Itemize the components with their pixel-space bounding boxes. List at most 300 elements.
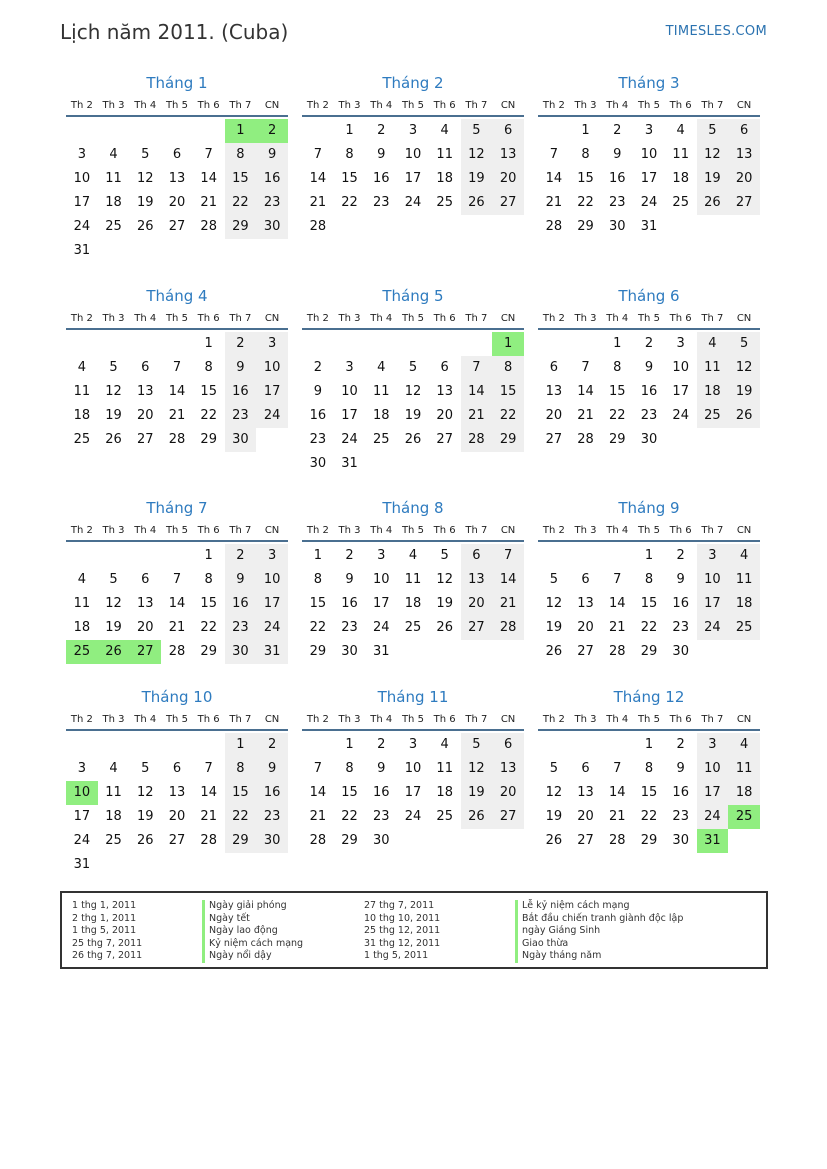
- day-cell: 4: [676, 123, 685, 138]
- weekday-label: CN: [264, 525, 280, 536]
- weekday-header: [538, 97, 760, 117]
- day-cell: 20: [492, 781, 524, 805]
- legend-holiday-name: Ngày tháng năm: [515, 950, 683, 963]
- weekday-label: Th 2: [70, 714, 93, 725]
- day-cell: 22: [200, 408, 217, 423]
- day-cell: 14: [577, 384, 594, 399]
- legend-holiday-name: Giao thừa: [515, 938, 683, 951]
- day-cell: 5: [109, 572, 118, 587]
- day-cell: 21: [545, 195, 563, 210]
- day-cell: 10: [697, 757, 729, 781]
- weekday-label: Th 7: [229, 525, 252, 536]
- day-cell: 12: [436, 572, 453, 587]
- day-cell: 16: [672, 596, 689, 611]
- day-cell: 20: [492, 167, 524, 191]
- day-cell: 3: [408, 737, 418, 752]
- day-cell: 13: [168, 785, 186, 800]
- day-cell: 17: [672, 384, 689, 399]
- day-cell: 23: [225, 404, 257, 428]
- day-cell: 15: [609, 384, 626, 399]
- legend-dates-col-1: [72, 900, 142, 963]
- day-cell: 18: [373, 408, 390, 423]
- weekday-label: CN: [736, 313, 752, 324]
- day-cell: 7: [461, 356, 493, 380]
- day-cell: 4: [697, 332, 729, 356]
- legend-holiday-name: ngày Giáng Sinh: [515, 925, 683, 938]
- month-title: Tháng 6: [618, 287, 680, 305]
- day-cell: 13: [436, 384, 453, 399]
- day-cell: 6: [581, 572, 590, 587]
- day-cell: 28: [461, 428, 493, 452]
- day-cell: 30: [640, 432, 658, 447]
- day-cell: 8: [581, 147, 590, 162]
- holiday-day-cell: 1: [225, 119, 257, 143]
- weekday-label: Th 2: [306, 525, 329, 536]
- legend-dates-col-2: [364, 900, 440, 963]
- weekday-label: Th 7: [701, 525, 724, 536]
- day-cell: 7: [313, 761, 322, 776]
- day-cell: 15: [225, 167, 257, 191]
- day-cell: 1: [613, 336, 622, 351]
- day-cell: 15: [225, 781, 257, 805]
- day-cell: 2: [313, 360, 322, 375]
- day-cell: 16: [225, 592, 257, 616]
- day-cell: 17: [256, 380, 288, 404]
- weekday-label: Th 6: [669, 100, 692, 111]
- day-cell: 27: [728, 191, 760, 215]
- day-cell: 27: [436, 432, 453, 447]
- day-cell: 16: [640, 384, 658, 399]
- weekday-label: Th 5: [401, 313, 424, 324]
- weekday-label: Th 2: [542, 313, 565, 324]
- weekday-label: Th 5: [401, 100, 424, 111]
- weekday-label: Th 5: [401, 714, 424, 725]
- day-cell: 6: [461, 544, 493, 568]
- day-cell: 19: [461, 167, 493, 191]
- day-cell: 17: [373, 596, 390, 611]
- day-cell: 29: [200, 432, 217, 447]
- day-cell: 25: [105, 833, 122, 848]
- day-cell: 30: [309, 456, 327, 471]
- month-title: Tháng 10: [141, 688, 213, 706]
- weekday-label: Th 6: [669, 313, 692, 324]
- day-cell: 11: [373, 384, 390, 399]
- weekday-header: [538, 711, 760, 731]
- day-cell: 3: [408, 123, 418, 138]
- weekday-label: Th 4: [606, 313, 629, 324]
- day-cell: 2: [644, 336, 654, 351]
- day-cell: 7: [549, 147, 558, 162]
- day-cell: 4: [728, 544, 760, 568]
- day-cell: 13: [577, 596, 594, 611]
- weekday-label: Th 2: [306, 100, 329, 111]
- weekday-header: [66, 711, 288, 731]
- day-cell: 11: [404, 572, 422, 587]
- day-cell: 29: [341, 833, 358, 848]
- day-cell: 31: [73, 243, 91, 258]
- day-cell: 26: [461, 191, 493, 215]
- day-cell: 14: [609, 785, 626, 800]
- weekday-label: Th 4: [606, 100, 629, 111]
- day-cell: 14: [200, 171, 217, 186]
- day-cell: 4: [440, 123, 449, 138]
- day-cell: 25: [73, 432, 91, 447]
- day-cell: 5: [109, 360, 118, 375]
- weekday-label: Th 3: [338, 714, 361, 725]
- day-cell: 11: [105, 785, 122, 800]
- day-cell: 14: [461, 380, 493, 404]
- day-cell: 17: [73, 195, 91, 210]
- day-cell: 10: [697, 568, 729, 592]
- day-grid: [66, 119, 288, 263]
- month-title: Tháng 11: [377, 688, 449, 706]
- day-cell: 8: [492, 356, 524, 380]
- weekday-label: CN: [500, 100, 516, 111]
- day-cell: 25: [373, 432, 390, 447]
- day-cell: 3: [697, 733, 729, 757]
- day-cell: 11: [105, 171, 122, 186]
- weekday-label: Th 5: [165, 714, 188, 725]
- day-cell: 26: [545, 644, 563, 659]
- day-cell: 27: [492, 805, 524, 829]
- day-cell: 19: [137, 809, 154, 824]
- day-cell: 16: [609, 171, 626, 186]
- day-cell: 21: [461, 404, 493, 428]
- day-cell: 12: [461, 757, 493, 781]
- day-cell: 25: [672, 195, 689, 210]
- day-cell: 15: [341, 171, 358, 186]
- day-cell: 9: [313, 384, 322, 399]
- day-cell: 8: [613, 360, 622, 375]
- day-cell: 18: [105, 809, 122, 824]
- weekday-label: Th 4: [606, 714, 629, 725]
- weekday-label: Th 2: [306, 714, 329, 725]
- day-cell: 26: [404, 432, 422, 447]
- day-cell: 20: [545, 408, 563, 423]
- day-cell: 2: [676, 548, 685, 563]
- day-cell: 14: [545, 171, 563, 186]
- day-cell: 5: [141, 147, 150, 162]
- day-cell: 16: [225, 380, 257, 404]
- weekday-label: Th 4: [370, 313, 393, 324]
- month-title: Tháng 8: [382, 499, 444, 517]
- day-cell: 20: [436, 408, 453, 423]
- day-cell: 10: [256, 356, 288, 380]
- day-cell: 29: [492, 428, 524, 452]
- legend-date: 26 thg 7, 2011: [72, 950, 143, 961]
- day-cell: 3: [644, 123, 654, 138]
- day-cell: 7: [204, 147, 213, 162]
- weekday-label: Th 7: [701, 100, 724, 111]
- day-cell: 22: [640, 809, 658, 824]
- day-cell: 13: [492, 143, 524, 167]
- day-cell: 27: [545, 432, 563, 447]
- legend-date: 1 thg 1, 2011: [72, 900, 137, 911]
- legend-holiday-name: Lễ kỷ niệm cách mạng: [515, 900, 683, 913]
- day-cell: 6: [141, 360, 150, 375]
- weekday-label: Th 5: [165, 100, 188, 111]
- day-cell: 6: [728, 119, 760, 143]
- day-cell: 24: [404, 809, 422, 824]
- weekday-label: CN: [500, 525, 516, 536]
- day-cell: 16: [309, 408, 327, 423]
- day-cell: 30: [256, 215, 288, 239]
- weekday-label: Th 7: [465, 100, 488, 111]
- day-cell: 28: [168, 644, 186, 659]
- day-cell: 22: [200, 620, 217, 635]
- day-cell: 15: [640, 596, 658, 611]
- day-cell: 6: [172, 761, 182, 776]
- legend-names-col-2: [515, 900, 683, 963]
- day-cell: 30: [256, 829, 288, 853]
- day-cell: 23: [373, 809, 390, 824]
- day-cell: 1: [644, 548, 654, 563]
- site-link[interactable]: TIMESLES.COM: [665, 24, 767, 39]
- day-cell: 31: [640, 219, 658, 234]
- day-cell: 5: [141, 761, 150, 776]
- day-cell: 3: [77, 761, 86, 776]
- day-cell: 17: [697, 781, 729, 805]
- day-cell: 1: [204, 548, 213, 563]
- legend-holiday-name: Bắt đầu chiến tranh giành độc lập: [515, 913, 683, 926]
- day-cell: 13: [492, 757, 524, 781]
- day-cell: 21: [309, 809, 327, 824]
- month-title: Tháng 4: [146, 287, 208, 305]
- day-cell: 14: [309, 785, 327, 800]
- day-cell: 23: [309, 432, 327, 447]
- day-cell: 10: [341, 384, 358, 399]
- day-cell: 23: [640, 408, 658, 423]
- day-cell: 13: [137, 596, 154, 611]
- day-cell: 5: [408, 360, 418, 375]
- day-cell: 19: [137, 195, 154, 210]
- day-cell: 1: [345, 737, 354, 752]
- weekday-label: Th 5: [637, 714, 660, 725]
- day-cell: 24: [697, 616, 729, 640]
- weekday-label: Th 3: [574, 313, 597, 324]
- day-cell: 13: [461, 568, 493, 592]
- day-cell: 20: [168, 809, 186, 824]
- weekday-label: Th 3: [338, 100, 361, 111]
- legend-date: 31 thg 12, 2011: [364, 937, 441, 949]
- weekday-label: CN: [264, 714, 280, 725]
- day-cell: 25: [728, 616, 760, 640]
- weekday-label: Th 3: [102, 100, 125, 111]
- legend-holiday-name: Ngày giải phóng: [202, 900, 303, 913]
- day-cell: 22: [609, 408, 626, 423]
- day-cell: 30: [225, 640, 257, 664]
- day-cell: 7: [172, 572, 182, 587]
- weekday-label: CN: [500, 313, 516, 324]
- day-cell: 13: [137, 384, 154, 399]
- day-cell: 24: [404, 195, 422, 210]
- day-cell: 20: [577, 809, 594, 824]
- day-grid: [66, 544, 288, 688]
- weekday-header: [66, 97, 288, 117]
- day-cell: 24: [672, 408, 689, 423]
- weekday-label: Th 6: [197, 714, 220, 725]
- day-cell: 24: [256, 404, 288, 428]
- legend-date: 2 thg 1, 2011: [72, 912, 137, 924]
- day-cell: 3: [256, 332, 288, 356]
- day-cell: 24: [640, 195, 658, 210]
- day-cell: 16: [256, 781, 288, 805]
- day-cell: 5: [440, 548, 449, 563]
- weekday-label: Th 5: [165, 313, 188, 324]
- legend-date: 1 thg 5, 2011: [364, 950, 429, 961]
- day-cell: 2: [225, 544, 257, 568]
- day-cell: 17: [73, 809, 91, 824]
- weekday-label: Th 4: [370, 100, 393, 111]
- weekday-label: Th 2: [542, 525, 565, 536]
- day-cell: 14: [168, 596, 186, 611]
- weekday-label: Th 5: [401, 525, 424, 536]
- day-cell: 17: [256, 592, 288, 616]
- day-cell: 3: [345, 360, 354, 375]
- day-cell: 9: [644, 360, 654, 375]
- holiday-day-cell: 26: [98, 640, 130, 664]
- month-title: Tháng 1: [146, 74, 208, 92]
- day-cell: 16: [341, 596, 358, 611]
- day-cell: 31: [256, 640, 288, 664]
- weekday-header: [302, 97, 524, 117]
- day-cell: 12: [728, 356, 760, 380]
- day-cell: 12: [105, 384, 122, 399]
- day-cell: 10: [404, 147, 422, 162]
- weekday-label: CN: [500, 714, 516, 725]
- day-cell: 2: [613, 123, 622, 138]
- day-grid: [302, 332, 524, 476]
- day-cell: 15: [200, 384, 217, 399]
- day-cell: 7: [492, 544, 524, 568]
- day-cell: 22: [341, 809, 358, 824]
- day-cell: 1: [225, 733, 257, 757]
- day-cell: 22: [577, 195, 594, 210]
- weekday-label: Th 2: [70, 313, 93, 324]
- day-cell: 27: [137, 432, 154, 447]
- day-cell: 8: [644, 761, 654, 776]
- weekday-label: CN: [736, 525, 752, 536]
- day-cell: 19: [545, 620, 563, 635]
- day-cell: 31: [373, 644, 390, 659]
- day-cell: 18: [404, 596, 422, 611]
- weekday-label: Th 2: [70, 525, 93, 536]
- day-cell: 25: [436, 195, 453, 210]
- weekday-label: Th 6: [433, 100, 456, 111]
- weekday-label: Th 5: [165, 525, 188, 536]
- day-cell: 27: [168, 219, 186, 234]
- weekday-label: Th 3: [574, 714, 597, 725]
- day-cell: 11: [697, 356, 729, 380]
- day-cell: 30: [609, 219, 626, 234]
- day-cell: 26: [137, 219, 154, 234]
- day-cell: 14: [200, 785, 217, 800]
- day-cell: 2: [377, 737, 386, 752]
- day-cell: 19: [404, 408, 422, 423]
- weekday-label: Th 7: [465, 525, 488, 536]
- weekday-header: [538, 310, 760, 330]
- day-cell: 9: [676, 572, 685, 587]
- day-cell: 29: [225, 829, 257, 853]
- day-cell: 11: [436, 147, 453, 162]
- day-cell: 2: [377, 123, 386, 138]
- weekday-label: Th 7: [701, 313, 724, 324]
- day-cell: 28: [168, 432, 186, 447]
- weekday-header: [302, 522, 524, 542]
- day-cell: 19: [105, 408, 122, 423]
- weekday-label: Th 4: [134, 100, 157, 111]
- day-cell: 8: [225, 143, 257, 167]
- day-cell: 16: [256, 167, 288, 191]
- day-cell: 6: [549, 360, 558, 375]
- month-title: Tháng 2: [382, 74, 444, 92]
- weekday-label: Th 5: [637, 525, 660, 536]
- day-cell: 14: [309, 171, 327, 186]
- day-cell: 11: [672, 147, 689, 162]
- day-cell: 26: [728, 404, 760, 428]
- day-cell: 12: [545, 785, 563, 800]
- day-cell: 2: [225, 332, 257, 356]
- day-cell: 21: [200, 195, 217, 210]
- day-cell: 28: [200, 833, 217, 848]
- day-cell: 22: [225, 805, 257, 829]
- day-cell: 19: [545, 809, 563, 824]
- day-cell: 19: [461, 781, 493, 805]
- day-cell: 25: [436, 809, 453, 824]
- day-cell: 12: [137, 171, 154, 186]
- day-cell: 13: [728, 143, 760, 167]
- day-cell: 18: [728, 592, 760, 616]
- day-cell: 9: [377, 147, 386, 162]
- day-cell: 10: [672, 360, 689, 375]
- day-cell: 4: [77, 572, 86, 587]
- weekday-label: Th 3: [574, 525, 597, 536]
- day-cell: 12: [404, 384, 422, 399]
- day-grid: [302, 544, 524, 688]
- weekday-label: Th 6: [433, 525, 456, 536]
- day-grid: [538, 544, 760, 688]
- legend-date: 27 thg 7, 2011: [364, 900, 435, 911]
- day-cell: 23: [256, 191, 288, 215]
- day-cell: 30: [373, 833, 390, 848]
- day-cell: 16: [373, 171, 390, 186]
- day-cell: 6: [492, 733, 524, 757]
- legend-holiday-name: Kỷ niệm cách mạng: [202, 938, 303, 951]
- legend-date: 1 thg 5, 2011: [72, 925, 137, 936]
- weekday-label: Th 3: [102, 525, 125, 536]
- day-cell: 9: [225, 568, 257, 592]
- day-cell: 15: [492, 380, 524, 404]
- day-cell: 21: [609, 809, 626, 824]
- day-cell: 28: [492, 616, 524, 640]
- day-cell: 6: [440, 360, 449, 375]
- day-cell: 20: [137, 620, 154, 635]
- day-cell: 20: [577, 620, 594, 635]
- day-cell: 21: [168, 408, 186, 423]
- day-cell: 26: [137, 833, 154, 848]
- weekday-header: [302, 711, 524, 731]
- day-cell: 23: [672, 809, 689, 824]
- day-cell: 29: [640, 833, 658, 848]
- day-grid: [538, 332, 760, 476]
- weekday-label: Th 7: [229, 100, 252, 111]
- day-cell: 15: [309, 596, 327, 611]
- page-title: Lịch năm 2011. (Cuba): [60, 20, 289, 44]
- legend-date: 25 thg 12, 2011: [364, 925, 441, 936]
- day-cell: 12: [137, 785, 154, 800]
- day-cell: 15: [341, 785, 358, 800]
- day-cell: 20: [168, 195, 186, 210]
